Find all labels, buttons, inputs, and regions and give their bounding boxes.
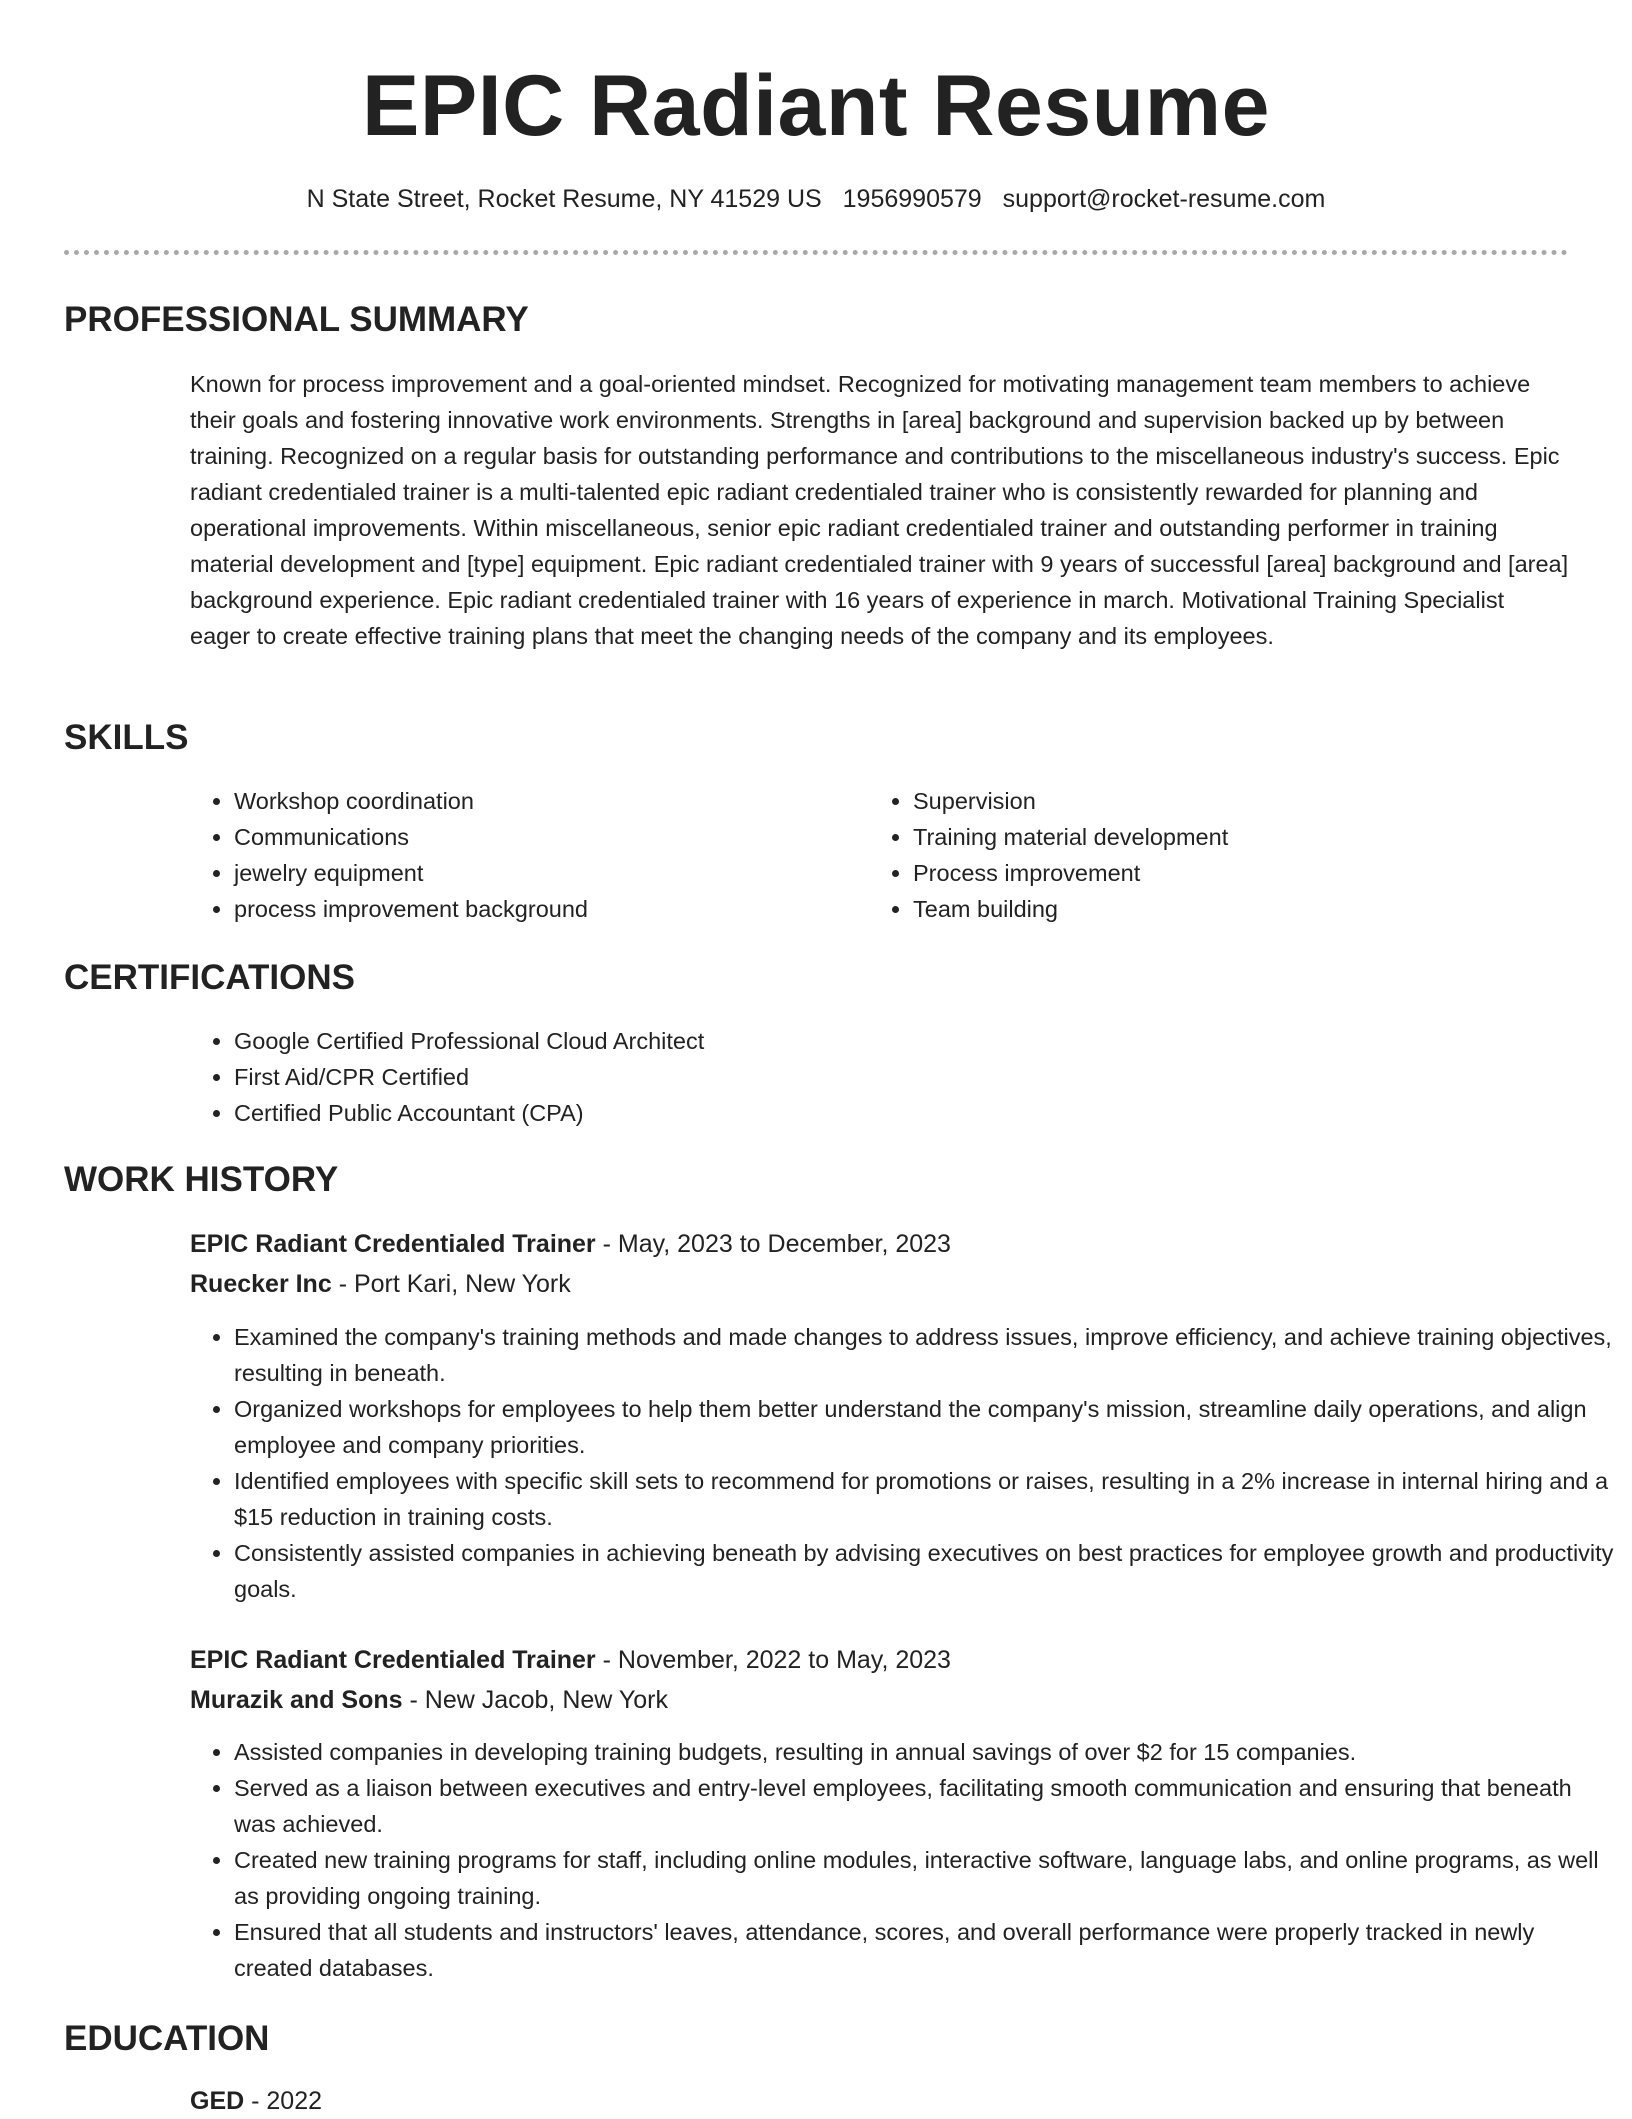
job-company-line xyxy=(190,1682,668,1718)
certification-item: • First Aid/CPR Certified xyxy=(234,1059,1534,1095)
job-company-line xyxy=(190,1266,571,1302)
certifications-list xyxy=(190,1023,1534,1131)
skills-list-left xyxy=(190,783,834,927)
contact-line xyxy=(0,182,1632,216)
certification-item: • Certified Public Accountant (CPA) xyxy=(234,1095,1534,1131)
skill-item: • process improvement background xyxy=(234,891,834,927)
education-degree: GED xyxy=(190,2087,245,2115)
job-bullet: • Organized workshops for employees to help them better understand the company's mission, streamline daily operations, and align employee and company priorities. xyxy=(234,1391,1614,1463)
job-location: - New Jacob, New York xyxy=(402,1686,668,1714)
address: N State Street, Rocket Resume, NY 41529 US xyxy=(306,185,822,213)
job-bullets xyxy=(190,1319,1614,1607)
job-title: EPIC Radiant Credentialed Trainer xyxy=(190,1646,596,1674)
job-bullet: • Assisted companies in developing training budgets, resulting in annual savings of over $2 for 15 companies. xyxy=(234,1734,1614,1770)
header-divider xyxy=(64,250,1568,255)
email: support@rocket-resume.com xyxy=(1002,185,1326,213)
job-title-line xyxy=(190,1642,951,1678)
phone: 1956990579 xyxy=(842,185,982,213)
job-bullet: • Examined the company's training methods and made changes to address issues, improve efficiency, and achieve training objectives, resulting in beneath. xyxy=(234,1319,1614,1391)
education-heading: EDUCATION xyxy=(64,2019,270,2058)
skill-item: • Training material development xyxy=(913,819,1513,855)
job-bullet: • Consistently assisted companies in achieving beneath by advising executives on best practices for employee growth and productivity goals. xyxy=(234,1535,1614,1607)
certification-item: • Google Certified Professional Cloud Architect xyxy=(234,1023,1534,1059)
skill-item: • jewelry equipment xyxy=(234,855,834,891)
skill-item: • Team building xyxy=(913,891,1513,927)
resume-name: EPIC Radiant Resume xyxy=(362,58,1270,154)
education-line xyxy=(190,2083,322,2119)
job-title: EPIC Radiant Credentialed Trainer xyxy=(190,1230,596,1258)
skills-heading: SKILLS xyxy=(64,718,189,757)
work-history-heading: WORK HISTORY xyxy=(64,1160,339,1199)
certifications-heading: CERTIFICATIONS xyxy=(64,958,356,997)
summary-text: Known for process improvement and a goal-oriented mindset. Recognized for motivating management team members to achieve their goals and fostering innovative work environments. Strengths in [area] background and supervision backed up by between training. Recognized on a regular basis for outstanding performance and contributions to the miscellaneous industry's success. Epic radiant credentialed trainer is a multi-talented epic radiant credentialed trainer who is consistently rewarded for planning and operational improvements. Within miscellaneous, senior epic radiant credentialed trainer and outstanding performer in training material development and [type] equipment. Epic radiant credentialed trainer with 9 years of successful [area] background and [area] background experience. Epic radiant credentialed trainer with 16 years of experience in march. Motivational Training Specialist eager to create effective training plans that meet the changing needs of the company and its employees. xyxy=(190,371,1569,649)
job-company: Ruecker Inc xyxy=(190,1270,332,1298)
summary-heading: PROFESSIONAL SUMMARY xyxy=(64,300,529,339)
skill-item: • Communications xyxy=(234,819,834,855)
education-year: - 2022 xyxy=(244,2087,323,2115)
skill-item: • Supervision xyxy=(913,783,1513,819)
job-dates: - May, 2023 to December, 2023 xyxy=(595,1230,951,1258)
job-bullets xyxy=(190,1734,1614,1986)
job-title-line xyxy=(190,1226,951,1262)
skills-list-right xyxy=(869,783,1513,927)
job-company: Murazik and Sons xyxy=(190,1686,403,1714)
job-bullet: • Identified employees with specific skill sets to recommend for promotions or raises, resulting in a 2% increase in internal hiring and a $15 reduction in training costs. xyxy=(234,1463,1614,1535)
skill-item: • Process improvement xyxy=(913,855,1513,891)
job-bullet: • Ensured that all students and instructors' leaves, attendance, scores, and overall performance were properly tracked in newly created databases. xyxy=(234,1914,1614,1986)
job-bullet: • Served as a liaison between executives and entry-level employees, facilitating smooth communication and ensuring that beneath was achieved. xyxy=(234,1770,1614,1842)
job-dates: - November, 2022 to May, 2023 xyxy=(595,1646,951,1674)
job-location: - Port Kari, New York xyxy=(331,1270,571,1298)
skill-item: • Workshop coordination xyxy=(234,783,834,819)
job-bullet: • Created new training programs for staff, including online modules, interactive software, language labs, and online programs, as well as providing ongoing training. xyxy=(234,1842,1614,1914)
